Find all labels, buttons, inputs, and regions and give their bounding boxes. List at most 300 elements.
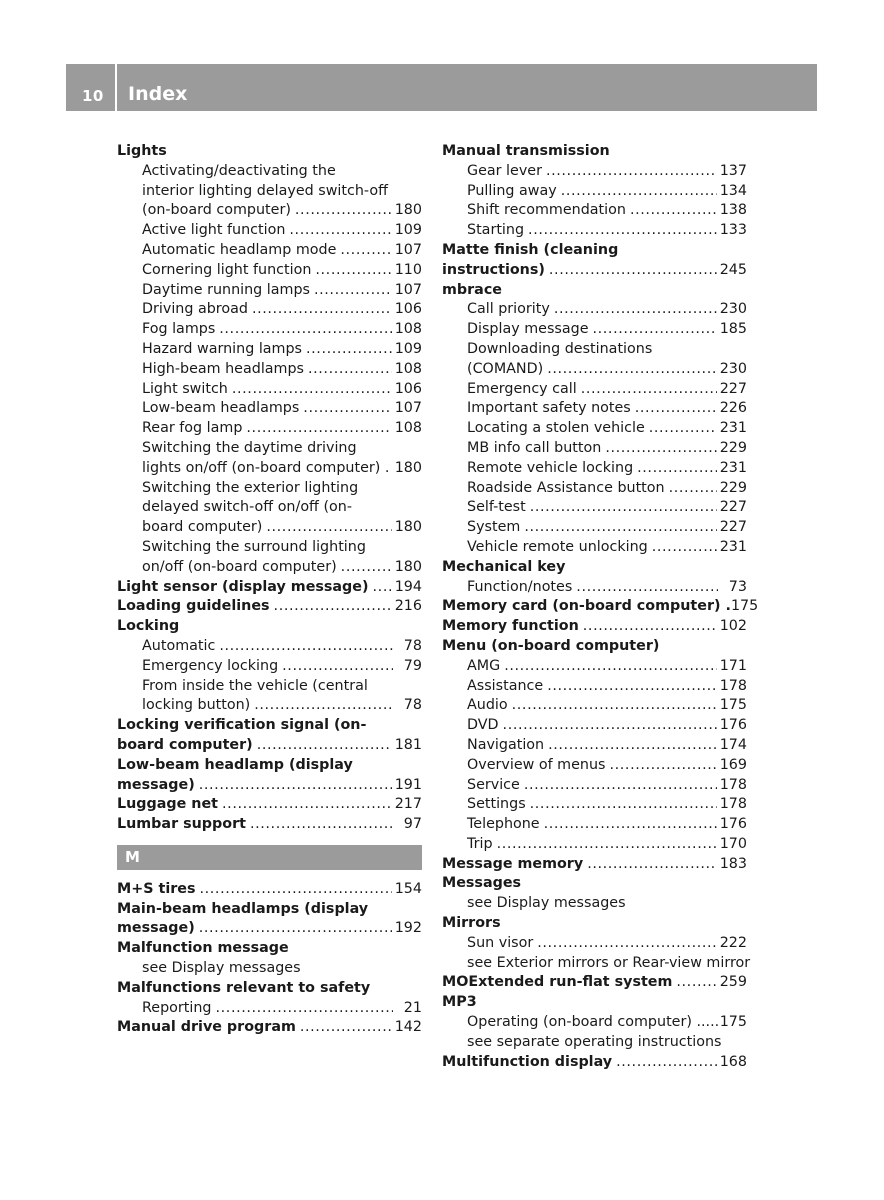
entry-text: Settings <box>467 796 526 813</box>
entry-text: Switching the exterior lighting <box>142 479 359 496</box>
entry-text: see Display messages <box>142 960 301 977</box>
entry-text: Reporting <box>142 999 212 1016</box>
leader-dots <box>222 795 392 815</box>
index-entry <box>117 1018 422 1038</box>
page-ref: 178 <box>719 776 747 793</box>
index-entry <box>442 973 747 993</box>
leader-dots <box>252 300 392 320</box>
index-subentry <box>117 320 422 340</box>
leader-dots <box>547 360 716 380</box>
page-ref: 107 <box>394 400 422 417</box>
page-ref: 191 <box>394 776 422 793</box>
leader-dots <box>282 657 393 677</box>
index-subentry <box>117 281 422 301</box>
leader-dots <box>546 162 717 182</box>
leader-dots <box>524 776 717 796</box>
entry-text: Sun visor <box>467 934 534 951</box>
index-subentry <box>117 999 422 1019</box>
index-subentry <box>117 657 422 677</box>
index-subentry <box>442 162 747 182</box>
entry-text: Locating a stolen vehicle <box>467 420 645 437</box>
leader-dots <box>373 578 392 598</box>
page-ref: 106 <box>394 301 422 318</box>
leader-dots <box>561 182 717 202</box>
index-subentry <box>442 479 747 499</box>
index-subentry <box>442 399 747 419</box>
entry-text: (COMAND) <box>467 360 544 377</box>
leader-dots <box>289 221 391 241</box>
index-entry <box>442 874 747 894</box>
index-subentry <box>117 241 422 261</box>
page-ref: 137 <box>719 162 747 179</box>
index-subentry <box>442 498 747 518</box>
index-entry <box>117 736 422 756</box>
page-ref: 245 <box>719 261 747 278</box>
leader-dots <box>676 973 716 993</box>
entry-text: interior lighting delayed switch-off <box>142 182 388 199</box>
index-subentry <box>442 736 747 756</box>
index-subentry <box>117 201 422 221</box>
entry-text: Self-test <box>467 499 526 516</box>
page-number: 10 <box>82 87 104 105</box>
index-subentry <box>442 835 747 855</box>
page-ref: 133 <box>719 222 747 239</box>
index-subentry <box>442 300 747 320</box>
leader-dots <box>652 538 717 558</box>
page-ref: 108 <box>394 360 422 377</box>
index-entry <box>442 993 747 1013</box>
page-ref: 154 <box>394 880 422 897</box>
leader-dots <box>512 696 717 716</box>
index-subentry <box>117 380 422 400</box>
leader-dots <box>609 756 716 776</box>
index-entry <box>117 776 422 796</box>
page-ref: 180 <box>394 459 422 476</box>
index-subentry <box>442 934 747 954</box>
index-subentry <box>442 538 747 558</box>
entry-text: Starting <box>467 222 525 239</box>
entry-text: see separate operating instructions <box>467 1033 722 1050</box>
page-ref: 226 <box>719 400 747 417</box>
entry-text: Manual drive program <box>117 1019 296 1036</box>
leader-dots <box>232 380 392 400</box>
entry-text: Malfunctions relevant to safety <box>117 979 371 996</box>
leader-dots <box>199 919 392 939</box>
page-ref: 108 <box>394 420 422 437</box>
leader-dots <box>549 261 717 281</box>
entry-text: Navigation <box>467 736 545 753</box>
leader-dots <box>503 716 717 736</box>
index-subentry <box>442 657 747 677</box>
page-ref: 227 <box>719 380 747 397</box>
index-entry <box>117 919 422 939</box>
entry-text: Switching the surround lighting <box>142 538 366 555</box>
index-subentry <box>117 637 422 657</box>
leader-dots <box>306 340 392 360</box>
index-subentry <box>442 221 747 241</box>
page-ref: 174 <box>719 736 747 753</box>
entry-text: Automatic <box>142 637 216 654</box>
index-entry <box>117 900 422 920</box>
leader-dots <box>605 439 716 459</box>
index-subentry <box>442 439 747 459</box>
entry-text: Downloading destinations <box>467 340 653 357</box>
leader-dots <box>314 281 392 301</box>
page-ref: 109 <box>394 222 422 239</box>
page-ref: 227 <box>719 499 747 516</box>
page-ref: 229 <box>719 439 747 456</box>
entry-text: MB info call button <box>467 439 602 456</box>
page-ref: 229 <box>719 479 747 496</box>
leader-dots <box>649 419 717 439</box>
leader-dots <box>300 1018 392 1038</box>
index-subentry <box>442 756 747 776</box>
page-ref: 230 <box>719 360 747 377</box>
entry-text: Memory card (on-board computer) . <box>442 598 731 615</box>
page-ref: 231 <box>719 459 747 476</box>
leader-dots <box>497 835 717 855</box>
index-subentry <box>442 459 747 479</box>
entry-text: Cornering light function <box>142 261 312 278</box>
entry-text: Memory function <box>442 618 579 635</box>
leader-dots <box>630 201 717 221</box>
entry-text: Message memory <box>442 855 584 872</box>
leader-dots <box>554 300 717 320</box>
index-entry <box>117 716 422 736</box>
entry-text: Matte finish (cleaning <box>442 241 619 258</box>
entry-text: Important safety notes <box>467 400 631 417</box>
index-subentry <box>117 340 422 360</box>
leader-dots <box>581 380 717 400</box>
page-ref: 178 <box>719 677 747 694</box>
index-subentry <box>442 380 747 400</box>
leader-dots <box>274 597 392 617</box>
index-subentry <box>442 320 747 340</box>
index-subentry <box>117 300 422 320</box>
leader-dots <box>504 657 717 677</box>
page-ref: 231 <box>719 538 747 555</box>
entry-text: Telephone <box>467 816 540 833</box>
page-ref: 194 <box>394 578 422 595</box>
index-subentry <box>117 419 422 439</box>
index-subentry <box>442 578 747 598</box>
entry-text: lights on/off (on-board computer) . <box>142 459 390 476</box>
index-subentry <box>117 677 422 697</box>
page-ref: 106 <box>394 380 422 397</box>
entry-text: Locking verification signal (on- <box>117 717 367 734</box>
index-subentry <box>117 459 422 479</box>
page-ref: 217 <box>394 796 422 813</box>
leader-dots <box>216 999 393 1019</box>
index-subentry <box>117 479 422 499</box>
index-entry <box>117 756 422 776</box>
entry-text: board computer) <box>117 736 253 753</box>
page-ref: 171 <box>719 657 747 674</box>
leader-dots <box>254 696 393 716</box>
entry-text: Remote vehicle locking <box>467 459 634 476</box>
index-entry <box>442 281 747 301</box>
leader-dots <box>308 360 392 380</box>
page-ref: 78 <box>403 637 422 654</box>
index-entry <box>117 979 422 999</box>
page-ref: 230 <box>719 301 747 318</box>
entry-text: Active light function <box>142 222 286 239</box>
entry-text: Malfunction message <box>117 940 289 957</box>
entry-text: Automatic headlamp mode <box>142 241 337 258</box>
leader-dots <box>616 1053 717 1073</box>
index-entry <box>442 597 759 617</box>
entry-text: Menu (on-board computer) <box>442 637 660 654</box>
entry-text: on/off (on-board computer) <box>142 558 337 575</box>
entry-text: Hazard warning lamps <box>142 340 303 357</box>
index-subentry <box>442 894 747 914</box>
index-subentry <box>117 399 422 419</box>
index-entry <box>442 855 747 875</box>
index-subentry <box>442 1013 747 1033</box>
page-ref: 181 <box>394 736 422 753</box>
page-ref: 180 <box>394 202 422 219</box>
entry-text: board computer) <box>142 519 263 536</box>
leader-dots <box>246 419 391 439</box>
section-header: M <box>117 845 422 870</box>
entry-text: message) <box>117 776 195 793</box>
index-entry <box>117 815 422 835</box>
page-ref: 109 <box>394 340 422 357</box>
page-ref: 227 <box>719 519 747 536</box>
leader-dots <box>340 241 391 261</box>
entry-text: Shift recommendation <box>467 202 626 219</box>
index-subentry <box>117 221 422 241</box>
index-subentry <box>442 716 747 736</box>
page-ref: 231 <box>719 420 747 437</box>
index-entry <box>442 558 747 578</box>
index-entry <box>442 142 747 162</box>
entry-text: Pulling away <box>467 182 557 199</box>
index-entry <box>442 617 747 637</box>
leader-dots <box>315 261 391 281</box>
entry-text: From inside the vehicle (central <box>142 677 368 694</box>
index-subentry <box>117 439 422 459</box>
entry-text: Operating (on-board computer) ..... <box>467 1014 720 1031</box>
entry-text: Fog lamps <box>142 321 216 338</box>
entry-text: Locking <box>117 618 180 635</box>
entry-text: Gear lever <box>467 162 542 179</box>
leader-dots <box>537 934 716 954</box>
entry-text: Manual transmission <box>442 143 610 159</box>
index-subentry <box>117 518 422 538</box>
leader-dots <box>583 617 717 637</box>
leader-dots <box>219 320 391 340</box>
index-subentry <box>442 419 747 439</box>
leader-dots <box>199 880 391 900</box>
entry-text: message) <box>117 920 195 937</box>
index-subentry <box>117 558 422 578</box>
page-ref: 170 <box>719 835 747 852</box>
index-subentry <box>442 360 747 380</box>
entry-text: Trip <box>467 835 493 852</box>
entry-text: Mirrors <box>442 915 501 932</box>
entry-text: Rear fog lamp <box>142 420 243 437</box>
index-entry <box>442 261 747 281</box>
page-ref: 21 <box>403 999 422 1016</box>
leader-dots <box>593 320 717 340</box>
entry-text: delayed switch-off on/off (on- <box>142 499 352 516</box>
index-subentry <box>117 959 422 979</box>
entry-text: Light switch <box>142 380 228 397</box>
entry-text: Driving abroad <box>142 301 248 318</box>
entry-text: Overview of menus <box>467 756 606 773</box>
entry-text: Display message <box>467 321 589 338</box>
page-ref: 78 <box>403 697 422 714</box>
entry-text: Activating/deactivating the <box>142 162 336 179</box>
index-subentry <box>442 696 747 716</box>
page-ref: 134 <box>719 182 747 199</box>
entry-text: M+S tires <box>117 880 196 897</box>
header-divider <box>115 64 117 111</box>
entry-text: Call priority <box>467 301 550 318</box>
index-entry <box>442 914 747 934</box>
index-entry <box>442 637 747 657</box>
leader-dots <box>524 518 716 538</box>
entry-text: Low-beam headlamps <box>142 400 300 417</box>
entry-text: Low-beam headlamp (display <box>117 756 353 773</box>
entry-text: Vehicle remote unlocking <box>467 538 648 555</box>
page-ref: 107 <box>394 241 422 258</box>
index-subentry <box>442 795 747 815</box>
page-ref: 138 <box>719 202 747 219</box>
index-subentry <box>442 340 747 360</box>
leader-dots <box>528 221 717 241</box>
leader-dots <box>199 776 392 796</box>
leader-dots <box>635 399 717 419</box>
leader-dots <box>548 736 717 756</box>
leader-dots <box>219 637 393 657</box>
page-ref: 222 <box>719 934 747 951</box>
entry-text: Multifunction display <box>442 1053 613 1070</box>
entry-text: mbrace <box>442 281 503 298</box>
page-ref: 110 <box>394 261 422 278</box>
entry-text: Function/notes <box>467 578 573 595</box>
page-ref: 180 <box>394 558 422 575</box>
page-ref: 97 <box>403 816 422 833</box>
entry-text: High-beam headlamps <box>142 360 304 377</box>
page-ref: 176 <box>719 816 747 833</box>
page-ref: 79 <box>403 657 422 674</box>
entry-text: Lumbar support <box>117 816 246 833</box>
entry-text: Mechanical key <box>442 558 566 575</box>
page-header <box>66 64 817 111</box>
index-subentry <box>442 776 747 796</box>
leader-dots <box>303 399 391 419</box>
page-ref: 178 <box>719 796 747 813</box>
page-ref: 73 <box>728 578 747 595</box>
index-subentry <box>117 538 422 558</box>
page-ref: 169 <box>719 756 747 773</box>
index-subentry <box>442 815 747 835</box>
leader-dots <box>637 459 717 479</box>
entry-text: locking button) <box>142 697 251 714</box>
index-subentry <box>442 201 747 221</box>
entry-text: Roadside Assistance button <box>467 479 665 496</box>
leader-dots <box>669 479 717 499</box>
entry-text: DVD <box>467 717 499 734</box>
leader-dots <box>587 855 717 875</box>
index-entry <box>442 241 747 261</box>
entry-text: Emergency call <box>467 380 577 397</box>
index-subentry <box>117 162 422 182</box>
entry-text: Main-beam headlamps (display <box>117 900 369 917</box>
leader-dots <box>576 578 718 598</box>
page-ref: 168 <box>719 1053 747 1070</box>
leader-dots <box>544 815 717 835</box>
leader-dots <box>341 558 392 578</box>
page-ref: 175 <box>730 598 759 615</box>
entry-text: Messages <box>442 875 522 892</box>
page-ref: 176 <box>719 717 747 734</box>
index-subentry <box>442 954 751 974</box>
entry-text: AMG <box>467 657 501 674</box>
entry-text: Lights <box>117 143 167 159</box>
page-ref: 185 <box>719 321 747 338</box>
page-ref: 175 <box>719 1014 747 1031</box>
entry-text: Light sensor (display message) <box>117 578 369 595</box>
page-ref: 216 <box>394 598 422 615</box>
index-subentry <box>442 1033 747 1053</box>
entry-text: Loading guidelines <box>117 598 270 615</box>
index-entry <box>117 880 422 900</box>
entry-text: instructions) <box>442 261 545 278</box>
page-ref: 183 <box>719 855 747 872</box>
leader-dots <box>547 677 717 697</box>
page-ref: 192 <box>394 920 422 937</box>
index-subentry <box>117 498 422 518</box>
index-entry <box>117 617 422 637</box>
entry-text: see Exterior mirrors or Rear-view mirror <box>467 954 751 971</box>
page-ref: 102 <box>719 618 747 635</box>
entry-text: Audio <box>467 697 508 714</box>
entry-text: MOExtended run-flat system <box>442 974 673 991</box>
entry-text: Switching the daytime driving <box>142 439 357 456</box>
entry-text: see Display messages <box>467 895 626 912</box>
index-subentry <box>442 182 747 202</box>
index-subentry <box>117 360 422 380</box>
leader-dots <box>266 518 391 538</box>
entry-text: Luggage net <box>117 796 219 813</box>
entry-text: Assistance <box>467 677 544 694</box>
index-subentry <box>442 677 747 697</box>
entry-text: MP3 <box>442 994 477 1011</box>
leader-dots <box>530 498 717 518</box>
leader-dots <box>530 795 717 815</box>
index-entry <box>117 142 422 162</box>
leader-dots <box>250 815 393 835</box>
index-subentry <box>442 518 747 538</box>
page-ref: 175 <box>719 697 747 714</box>
index-column-left <box>117 142 422 1038</box>
entry-text: Daytime running lamps <box>142 281 310 298</box>
entry-text: (on-board computer) <box>142 202 291 219</box>
entry-text: System <box>467 519 521 536</box>
index-entry <box>117 795 422 815</box>
page-ref: 259 <box>719 974 747 991</box>
index-subentry <box>117 696 422 716</box>
index-subentry <box>117 182 422 202</box>
page-ref: 107 <box>394 281 422 298</box>
leader-dots <box>257 736 392 756</box>
page-ref: 142 <box>394 1019 422 1036</box>
index-subentry <box>117 261 422 281</box>
page-ref: 108 <box>394 321 422 338</box>
